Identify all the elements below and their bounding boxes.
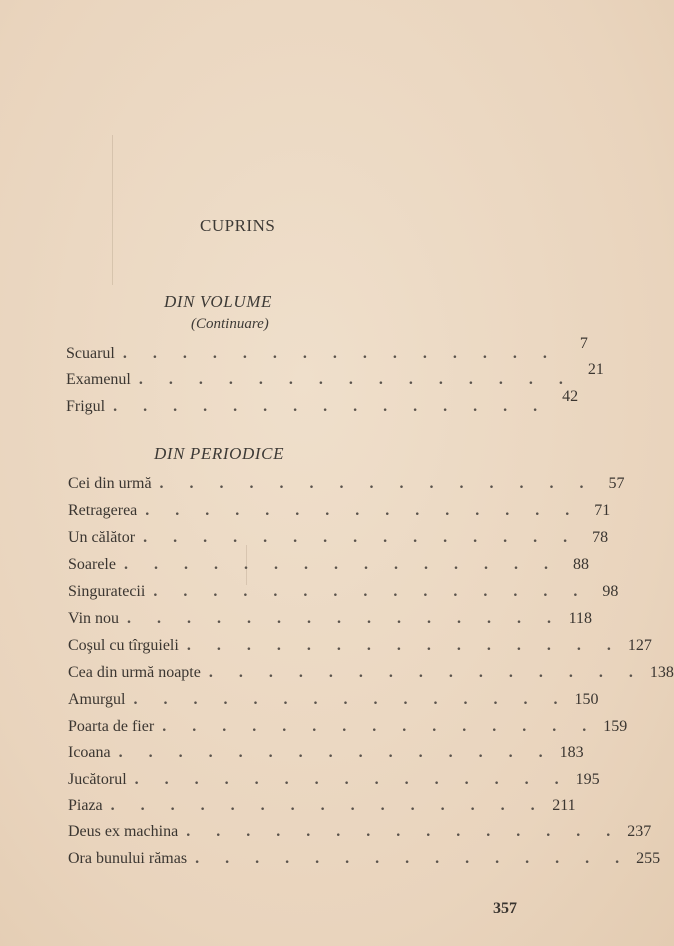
toc-entry-title: Cea din urmă noapte — [68, 664, 201, 681]
toc-entry-page: 255 — [636, 850, 661, 867]
toc-entry[interactable] — [68, 502, 611, 524]
toc-entry-page: 150 — [574, 691, 599, 708]
dot-leader: . . . . . . . . . . . . . . . — [118, 744, 554, 761]
toc-entry[interactable] — [68, 771, 600, 793]
dot-leader: . . . . . . . . . . . . . . . — [208, 664, 644, 681]
toc-entry-page: 138 — [649, 664, 674, 681]
toc-entry-page: 71 — [594, 502, 611, 519]
toc-entry-title: Ora bunului rămas — [68, 850, 188, 867]
dot-leader: . . . . . . . . . . . . . . . — [138, 371, 574, 388]
toc-entry[interactable] — [66, 335, 588, 367]
toc-entry[interactable] — [68, 850, 661, 872]
page-heading: CUPRINS — [200, 216, 276, 235]
toc-entry[interactable] — [68, 475, 625, 497]
dot-leader: . . . . . . . . . . . . . . . — [127, 610, 563, 627]
toc-entry-page: 118 — [568, 610, 593, 627]
dot-leader: . . . . . . . . . . . . . . . — [159, 475, 595, 492]
toc-entry[interactable] — [68, 610, 593, 632]
dot-leader: . . . . . . . . . . . . . . . — [113, 398, 549, 415]
dot-leader: . . . . . . . . . . . . . . . — [122, 345, 558, 362]
toc-entry-title: Vin nou — [68, 610, 120, 627]
dot-leader: . . . . . . . . . . . . . . . — [134, 771, 570, 788]
toc-entry-title: Examenul — [66, 371, 131, 388]
dot-leader: . . . . . . . . . . . . . . . — [186, 823, 622, 840]
section-title-din-volume: DIN VOLUME — [164, 292, 272, 311]
toc-entry-title: Jucătorul — [68, 771, 127, 788]
toc-entry-page: 21 — [587, 361, 604, 378]
toc-entry-title: Piaza — [68, 797, 103, 814]
toc-entry-title: Deus ex machina — [68, 823, 179, 840]
toc-entry-title: Cei din urmă — [68, 475, 152, 492]
dot-leader: . . . . . . . . . . . . . . . — [145, 502, 581, 519]
toc-entry[interactable] — [68, 744, 584, 766]
dot-leader: . . . . . . . . . . . . . . . — [162, 718, 598, 735]
toc-entry[interactable] — [66, 388, 579, 420]
toc-entry[interactable] — [68, 718, 628, 740]
toc-entry-page: 7 — [579, 335, 588, 352]
toc-entry-page: 195 — [575, 771, 600, 788]
toc-entry[interactable] — [68, 637, 652, 659]
dot-leader: . . . . . . . . . . . . . . . — [195, 850, 631, 867]
dot-leader: . . . . . . . . . . . . . . . — [123, 556, 559, 573]
toc-entry-title: Frigul — [66, 398, 106, 415]
toc-entry-title: Un călător — [68, 529, 136, 546]
dot-leader: . . . . . . . . . . . . . . . — [186, 637, 622, 654]
dot-leader: . . . . . . . . . . . . . . . — [133, 691, 569, 708]
toc-entry-page: 183 — [559, 744, 584, 761]
toc-entry[interactable] — [68, 556, 589, 578]
dot-leader: . . . . . . . . . . . . . . . — [153, 583, 589, 600]
section-subtitle: (Continuare) — [191, 316, 269, 332]
toc-entry[interactable] — [68, 797, 576, 819]
toc-entry-page: 211 — [552, 797, 576, 814]
toc-entry-page: 78 — [592, 529, 609, 546]
toc-entry[interactable] — [68, 583, 619, 605]
dot-leader: . . . . . . . . . . . . . . . — [143, 529, 579, 546]
dot-leader: . . . . . . . . . . . . . . . — [110, 797, 546, 814]
toc-entry-title: Retragerea — [68, 502, 138, 519]
toc-entry-title: Singuratecii — [68, 583, 146, 600]
toc-entry-title: Soarele — [68, 556, 116, 573]
toc-entry-title: Coşul cu tîrguieli — [68, 637, 179, 654]
toc-entry-page: 88 — [572, 556, 589, 573]
toc-entry-title: Poarta de fier — [68, 718, 155, 735]
toc-entry[interactable] — [68, 664, 674, 686]
toc-entry[interactable] — [66, 361, 604, 393]
toc-entry-title: Icoana — [68, 744, 111, 761]
toc-entry-page: 42 — [562, 388, 579, 405]
section-title-din-periodice: DIN PERIODICE — [154, 444, 285, 463]
toc-entry[interactable] — [68, 691, 599, 713]
toc-entry-page: 237 — [627, 823, 652, 840]
page-number: 357 — [493, 900, 517, 917]
toc-entry[interactable] — [68, 529, 609, 551]
toc-entry-page: 159 — [603, 718, 628, 735]
toc-entry-title: Amurgul — [68, 691, 126, 708]
toc-entry-page: 57 — [608, 475, 625, 492]
toc-entry-page: 98 — [602, 583, 619, 600]
toc-entry-title: Scuarul — [66, 345, 115, 362]
toc-entry-page: 127 — [627, 637, 652, 654]
toc-entry[interactable] — [68, 823, 652, 845]
paper-crease-mark — [112, 135, 113, 285]
